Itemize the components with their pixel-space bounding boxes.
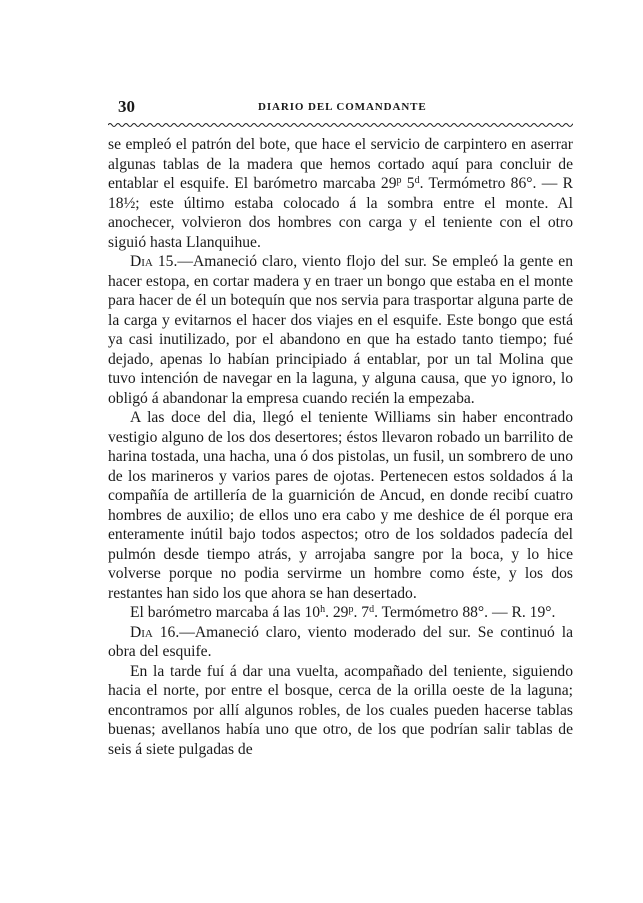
ornamental-rule [108,121,573,129]
paragraph-dia-16: Dia 16.—Amaneció claro, viento moderado del sur. Se continuó la obra del esquife. [108,623,573,660]
day-heading: Dia 16. [130,623,180,641]
paragraph-dia-15: Dia 15.—Amaneció claro, viento flojo del sur. Se empleó la gente en hacer estopa, en cortar madera y en traer un bongo que estaba en el monte para hacer de él un botequín que nos servia para trasportar alguna parte de la carga y evitarnos el hacer dos viajes en el esquife. Este bongo que está ya casi inutilizado, por el abandono en que ha estado tanto tiempo; fué dejado, apenas lo habían principiado á entablar, por un tal Molina que tuvo intención de navegar en la laguna, y alguna causa, que yo ignoro, lo obligó á abandonar la empresa cuando recién la empezaba. [108,253,573,407]
day-heading: Dia 15. [130,253,178,270]
paragraph-tarde: En la tarde fuí á dar una vuelta, acompañado del teniente, siguiendo hacia el norte, por entre el bosque, cerca de la orilla oeste de la laguna; encontramos por allí algunos robles, de los cuales pueden hacerse tablas buenas; avellanos había uno que otro, de los que podrían salir tablas de seis á siete pulgadas de [108,662,573,758]
paragraph-williams: A las doce del dia, llegó el teniente Williams sin haber encontrado vestigio alguno de los dos desertores; éstos llevaron robado un barrilito de harina tostada, una hacha, una ó dos pistolas, un fusil, un sombrero de uno de los marineros y varios pares de ojotas. Pertenecen estos soldados á la compañía de artillería de la guarnición de Ancud, en donde recibí cuatro hombres de auxilio; de ellos uno era cabo y me deshice de él porque era enteramente inútil bajo todos aspectos; otro de los soldados padecía del pulmón desde tiempo atrás, y arrojaba sangre por la boca, y lo hice volverse porque no podia servirme un hombre como éste, y los dos restantes han sido los que ahora se han desertado. [108,409,573,602]
paragraph-barometer: El barómetro marcaba á las 10$^h$. 29$^p$. 7$^d$. Termómetro 88°. — R. 19°. [130,604,556,621]
running-head: DIARIO DEL COMANDANTE [258,101,427,113]
page-number: 30 [118,97,135,116]
page-header [108,97,573,119]
book-page [108,97,573,759]
body-text [108,135,573,759]
paragraph-continuation: se empleó el patrón del bote, que hace el servicio de carpintero en aserrar algunas tablas de la madera que hemos cortado aquí para concluir de entablar el esquife. El barómetro marcaba 29$^p$ 5$^d$. Termómetro 86°. — R 18½; este último estaba colocado á la sombra entre el monte. Al anochecer, volvieron dos hombres con carga y el teniente con el otro siguió hasta Llanquihue. [108,136,573,251]
